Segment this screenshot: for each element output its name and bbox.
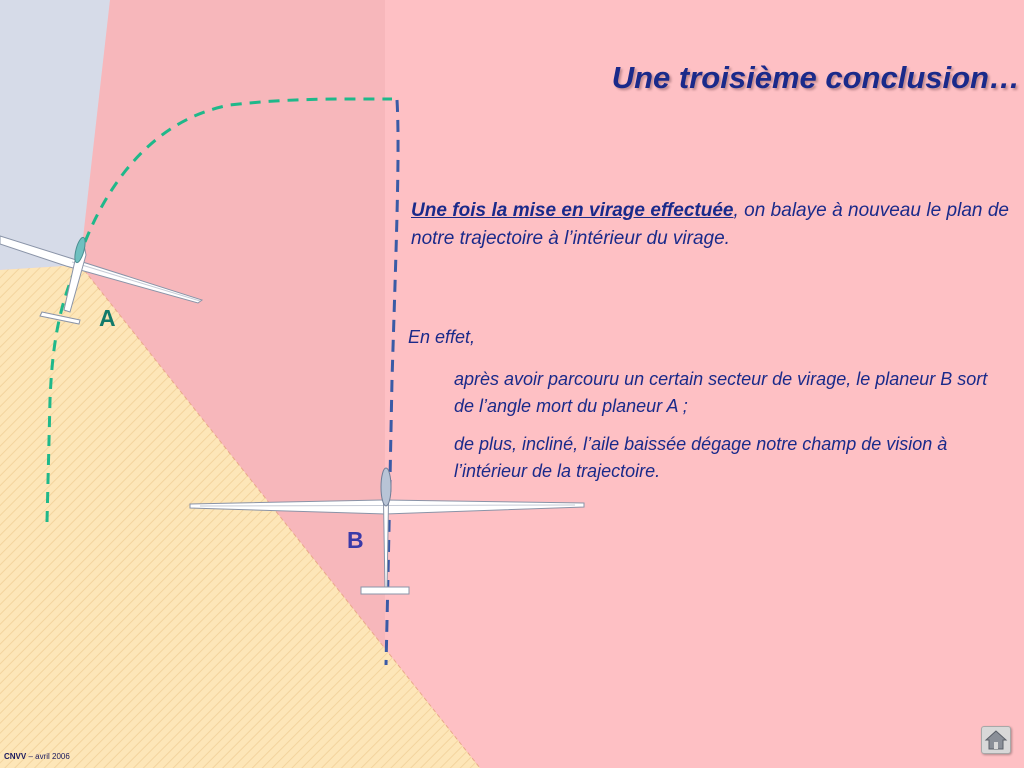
- label-b: B: [347, 527, 364, 553]
- paragraph-rest: , on balaye à nouveau le plan de notre trajectoire à l’intérieur du virage.: [411, 200, 1009, 249]
- footer-credit: [4, 752, 70, 761]
- footer-date: – avril 2006: [26, 752, 70, 761]
- home-button[interactable]: [981, 726, 1011, 754]
- footer-brand: CNVV: [4, 752, 27, 761]
- paragraph-emphasis: Une fois la mise en virage effectuée: [411, 200, 734, 221]
- point-1: après avoir parcouru un certain secteur de virage, le planeur B sort de l’angle mort du planeur A ;: [454, 369, 988, 416]
- point-2: de plus, incliné, l’aile baissée dégage notre champ de vision à l’intérieur de la trajectoire.: [454, 434, 948, 481]
- conclusion-paragraph: [411, 197, 1009, 253]
- home-icon: [982, 727, 1010, 753]
- label-a: A: [99, 305, 116, 331]
- trajectory-b: [386, 100, 398, 665]
- intro-text: En effet,: [408, 327, 476, 347]
- slide-title: Une troisième conclusion…: [611, 60, 1020, 95]
